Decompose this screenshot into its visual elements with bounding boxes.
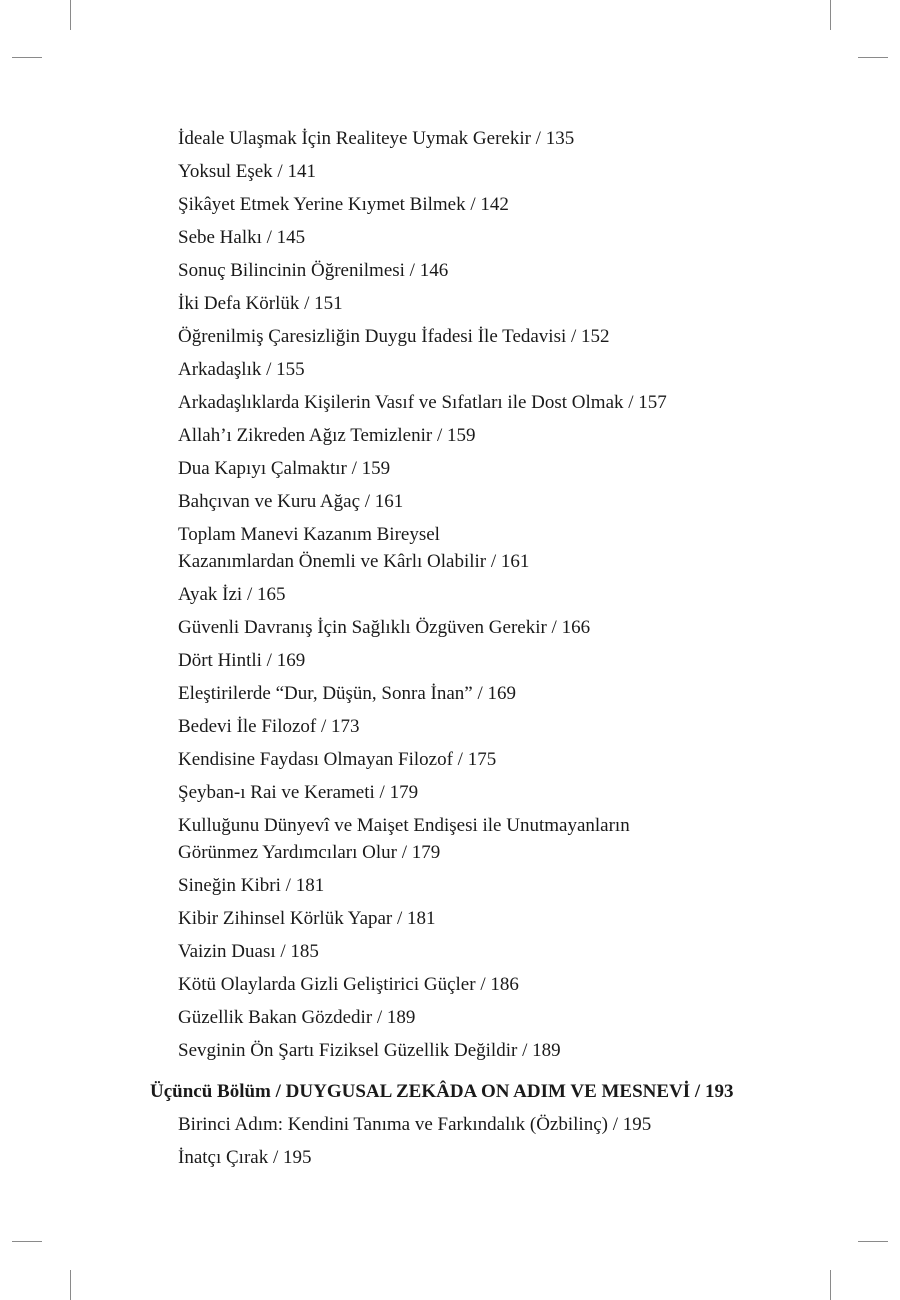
toc-entry-line: Kulluğunu Dünyevî ve Maişet Endişesi ile Unutmayanların — [178, 815, 630, 836]
toc-entry — [0, 356, 900, 383]
toc-entry-line: Kazanımlardan Önemli ve Kârlı Olabilir / 161 — [178, 551, 530, 572]
crop-mark-top-right-horizontal — [858, 57, 888, 58]
toc-entry — [0, 1111, 900, 1138]
crop-mark-top-right-vertical — [830, 0, 831, 30]
table-of-contents — [0, 125, 900, 1177]
toc-entry — [0, 680, 900, 707]
toc-entry — [0, 746, 900, 773]
toc-entry-line: Dört Hintli / 169 — [178, 650, 306, 671]
toc-entry — [0, 581, 900, 608]
toc-entry-line: Kötü Olaylarda Gizli Geliştirici Güçler / 186 — [178, 974, 519, 995]
toc-entry-line: Sonuç Bilincinin Öğrenilmesi / 146 — [178, 260, 449, 281]
toc-entry — [0, 1037, 900, 1064]
toc-entry-line: Birinci Adım: Kendini Tanıma ve Farkındalık (Özbilinç) / 195 — [178, 1114, 652, 1135]
toc-entry-line: İnatçı Çırak / 195 — [178, 1147, 312, 1168]
toc-entry — [0, 389, 900, 416]
toc-entry — [0, 905, 900, 932]
toc-entry-line: Kibir Zihinsel Körlük Yapar / 181 — [178, 908, 436, 929]
toc-entry — [0, 872, 900, 899]
toc-entry-line: Arkadaşlık / 155 — [178, 359, 305, 380]
toc-entry — [0, 971, 900, 998]
toc-entry — [0, 257, 900, 284]
toc-entry-line: İdeale Ulaşmak İçin Realiteye Uymak Gerekir / 135 — [178, 128, 575, 149]
toc-entry-line: Kendisine Faydası Olmayan Filozof / 175 — [178, 749, 497, 770]
toc-entry — [0, 1004, 900, 1031]
toc-entry — [0, 158, 900, 185]
toc-entry — [0, 614, 900, 641]
toc-entry-line: Şikâyet Etmek Yerine Kıymet Bilmek / 142 — [178, 194, 509, 215]
toc-entry — [0, 488, 900, 515]
toc-entry — [0, 647, 900, 674]
toc-entry-line: Dua Kapıyı Çalmaktır / 159 — [178, 458, 391, 479]
toc-entry-line: Bedevi İle Filozof / 173 — [178, 716, 360, 737]
crop-mark-top-left-horizontal — [12, 57, 42, 58]
toc-entry-line: Eleştirilerde “Dur, Düşün, Sonra İnan” / 169 — [178, 683, 516, 704]
toc-entry-line: Görünmez Yardımcıları Olur / 179 — [178, 842, 441, 863]
crop-mark-bottom-left-vertical — [70, 1270, 71, 1300]
toc-entry-line: Sevginin Ön Şartı Fiziksel Güzellik Değildir / 189 — [178, 1040, 561, 1061]
toc-entry-line: Güzellik Bakan Gözdedir / 189 — [178, 1007, 416, 1028]
toc-entry-line: Allah’ı Zikreden Ağız Temizlenir / 159 — [178, 425, 476, 446]
crop-mark-bottom-right-vertical — [830, 1270, 831, 1300]
toc-entry — [0, 323, 900, 350]
toc-entry — [0, 422, 900, 449]
toc-entry-line: Şeyban-ı Rai ve Kerameti / 179 — [178, 782, 419, 803]
toc-entry-line: Sineğin Kibri / 181 — [178, 875, 325, 896]
toc-entry-line: Ayak İzi / 165 — [178, 584, 286, 605]
toc-entry-line: Güvenli Davranış İçin Sağlıklı Özgüven Gerekir / 166 — [178, 617, 591, 638]
toc-entry — [0, 812, 900, 866]
toc-entry — [0, 125, 900, 152]
toc-entry — [0, 290, 900, 317]
crop-mark-top-left-vertical — [70, 0, 71, 30]
toc-entry-line: Sebe Halkı / 145 — [178, 227, 306, 248]
toc-list-part3 — [0, 1111, 900, 1171]
toc-entry-line: Vaizin Duası / 185 — [178, 941, 319, 962]
toc-list-part2 — [0, 125, 900, 1064]
toc-entry — [0, 779, 900, 806]
toc-entry — [0, 455, 900, 482]
crop-mark-bottom-right-horizontal — [858, 1241, 888, 1242]
toc-entry-line: Toplam Manevi Kazanım Bireysel — [178, 524, 440, 545]
toc-entry — [0, 1144, 900, 1171]
toc-entry — [0, 191, 900, 218]
toc-entry-line: Yoksul Eşek / 141 — [178, 161, 316, 182]
crop-mark-bottom-left-horizontal — [12, 1241, 42, 1242]
toc-entry-line: Öğrenilmiş Çaresizliğin Duygu İfadesi İle Tedavisi / 152 — [178, 326, 610, 347]
toc-entry — [0, 224, 900, 251]
toc-entry — [0, 521, 900, 575]
section-heading: Üçüncü Bölüm / DUYGUSAL ZEKÂDA ON ADIM VE MESNEVİ / 193 — [150, 1081, 734, 1102]
toc-entry-line: İki Defa Körlük / 151 — [178, 293, 343, 314]
toc-entry-line: Bahçıvan ve Kuru Ağaç / 161 — [178, 491, 404, 512]
toc-entry — [0, 713, 900, 740]
toc-entry — [0, 938, 900, 965]
toc-entry-line: Arkadaşlıklarda Kişilerin Vasıf ve Sıfatları ile Dost Olmak / 157 — [178, 392, 667, 413]
